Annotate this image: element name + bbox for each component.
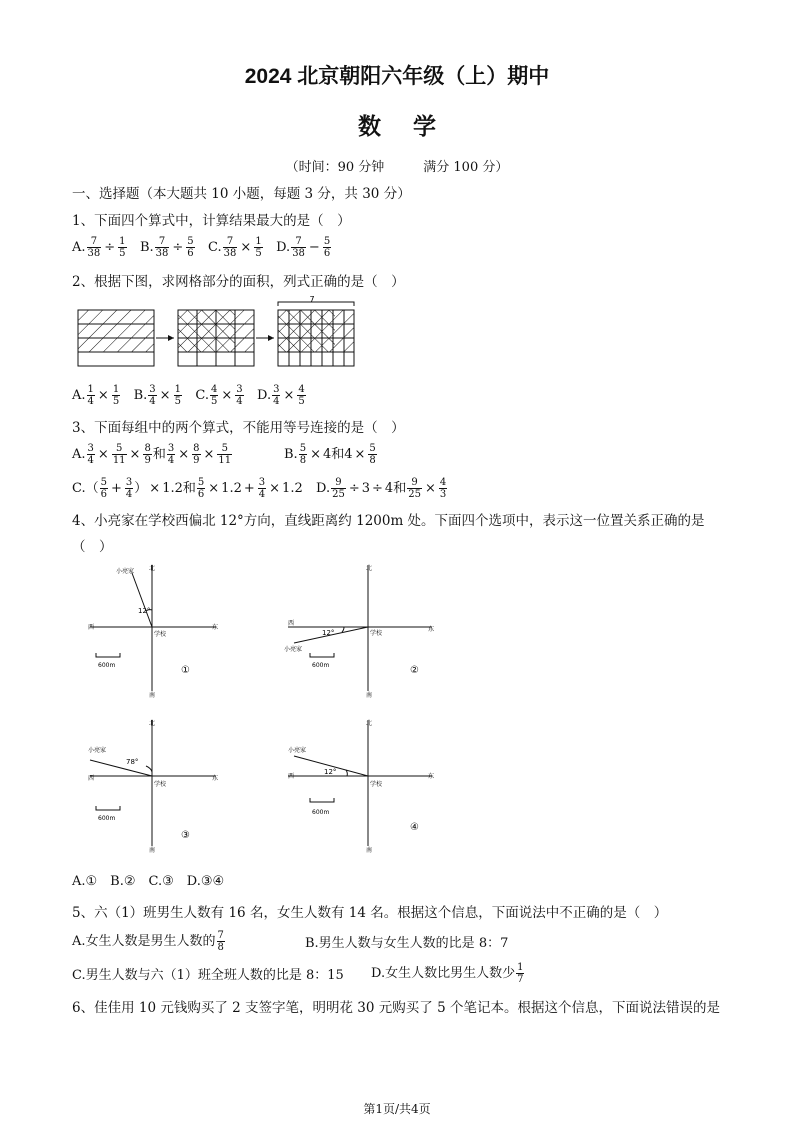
svg-text:78°: 78° bbox=[126, 758, 139, 766]
question-4-options: A.① B.② C.③ D.③④ bbox=[72, 874, 225, 889]
question-2-stem: 2、根据下图，求网格部分的面积，列式正确的是（ ） bbox=[72, 274, 405, 290]
svg-text:北: 北 bbox=[149, 720, 156, 727]
svg-text:12°: 12° bbox=[324, 768, 337, 776]
exam-time-info: （时间：90 分钟 满分 100 分） bbox=[285, 160, 509, 175]
svg-text:学校: 学校 bbox=[154, 631, 167, 638]
svg-text:东: 东 bbox=[212, 624, 219, 631]
svg-text:西: 西 bbox=[88, 624, 95, 631]
question-5-option-b: B.男生人数与女生人数的比是 8：7 bbox=[305, 936, 509, 951]
svg-text:东: 东 bbox=[428, 773, 435, 780]
svg-text:小亮家: 小亮家 bbox=[288, 747, 307, 754]
svg-text:小亮家: 小亮家 bbox=[116, 568, 135, 575]
question-3-option-a: A. $\frac{3}{4}$ × $\frac{5}{11}$ × $\frac{8}{9}$ 和 $\frac{3}{4}$ × $\frac{8}{9}$ × $\frac{5}{11}$ bbox=[72, 443, 232, 466]
svg-text:南: 南 bbox=[366, 692, 373, 699]
question-5-stem: 5、六（1）班男生人数有 16 名，女生人数有 14 名。根据这个信息，下面说法中不正确的是（ ） bbox=[72, 905, 668, 921]
svg-text:学校: 学校 bbox=[154, 781, 167, 788]
figure-label: 7 bbox=[309, 295, 315, 304]
question-5-option-d: D.女生人数比男生人数少 $\frac{1}{7}$ bbox=[371, 962, 524, 985]
direction-diagram-2 bbox=[282, 561, 442, 701]
question-4-stem: 4、小亮家在学校西偏北 12°方向，直线距离约 1200m 处。下面四个选项中，表示这一位置关系正确的是 bbox=[72, 513, 705, 529]
svg-text:③: ③ bbox=[181, 830, 190, 841]
svg-text:小亮家: 小亮家 bbox=[88, 747, 107, 754]
svg-text:西: 西 bbox=[288, 620, 295, 627]
question-1-options: A. $\frac{7}{38}$ ÷ $\frac{1}{5}$ B. $\frac{7}{38}$ ÷ $\frac{5}{6}$ C. $\frac{7}{38}$ × $\frac{1}{5}$ D. $\frac{7}{38}$ − $\frac{5}{6}$ bbox=[72, 236, 331, 259]
question-3-stem: 3、下面每组中的两个算式，不能用等号连接的是（ ） bbox=[72, 420, 405, 436]
svg-text:12°: 12° bbox=[322, 629, 335, 637]
page-footer: 第1页/共4页 bbox=[363, 1102, 431, 1116]
question-3-option-b: B. $\frac{5}{8}$ × 4和4 × $\frac{5}{8}$ bbox=[284, 443, 376, 466]
svg-text:④: ④ bbox=[410, 822, 419, 833]
question-4-stem-paren: （ ） bbox=[72, 539, 113, 555]
question-3-option-c: C.（ $\frac{5}{6}$ + $\frac{3}{4}$ ） × 1.2和 $\frac{5}{6}$ × 1.2 + $\frac{3}{4}$ × 1.2 bbox=[72, 477, 303, 500]
question-6-stem: 6、佳佳用 10 元钱购买了 2 支签字笔，明明花 30 元购买了 5 个笔记本。根据这个信息，下面说法错误的是 bbox=[72, 1000, 720, 1016]
svg-text:600m: 600m bbox=[98, 815, 116, 822]
question-5-option-c: C.男生人数与六（1）班全班人数的比是 8：15 bbox=[72, 968, 344, 983]
direction-diagram-1 bbox=[86, 561, 236, 701]
question-5-option-a: A.女生人数是男生人数的 $\frac{7}{8}$ bbox=[72, 930, 224, 953]
svg-text:东: 东 bbox=[428, 626, 435, 633]
svg-text:南: 南 bbox=[149, 847, 156, 854]
svg-text:北: 北 bbox=[366, 565, 373, 572]
section-heading: 一、选择题（本大题共 10 小题，每题 3 分，共 30 分） bbox=[72, 186, 411, 202]
question-3-option-d: D. $\frac{9}{25}$ ÷ 3 ÷ 4和 $\frac{9}{25}$ × $\frac{4}{3}$ bbox=[316, 477, 447, 500]
direction-diagram-4 bbox=[282, 716, 442, 856]
subject-title: 数学 bbox=[358, 113, 468, 140]
svg-text:学校: 学校 bbox=[370, 781, 383, 788]
svg-text:北: 北 bbox=[149, 565, 156, 572]
svg-text:①: ① bbox=[181, 665, 190, 676]
svg-text:东: 东 bbox=[212, 775, 219, 782]
question-2-options: A. $\frac{1}{4}$ × $\frac{1}{5}$ B. $\frac{3}{4}$ × $\frac{1}{5}$ C. $\frac{4}{5}$ × $\frac{3}{4}$ D. $\frac{3}{4}$ × $\frac{4}{5}$ bbox=[72, 384, 305, 407]
svg-text:西: 西 bbox=[288, 773, 295, 780]
svg-text:小亮家: 小亮家 bbox=[284, 646, 303, 653]
svg-text:600m: 600m bbox=[98, 662, 116, 669]
direction-diagram-3 bbox=[86, 716, 236, 856]
svg-text:12°: 12° bbox=[138, 607, 151, 615]
svg-text:600m: 600m bbox=[312, 662, 330, 669]
svg-text:600m: 600m bbox=[312, 809, 330, 816]
svg-text:南: 南 bbox=[366, 847, 373, 854]
grid-area-figure bbox=[74, 296, 394, 376]
svg-text:②: ② bbox=[410, 665, 419, 676]
svg-text:北: 北 bbox=[366, 720, 373, 727]
page-title: 2024 北京朝阳六年级（上）期中 bbox=[244, 65, 550, 88]
question-1-stem: 1、下面四个算式中，计算结果最大的是（ ） bbox=[72, 213, 351, 229]
svg-text:西: 西 bbox=[88, 775, 95, 782]
svg-text:南: 南 bbox=[149, 692, 156, 699]
svg-text:学校: 学校 bbox=[370, 630, 383, 637]
